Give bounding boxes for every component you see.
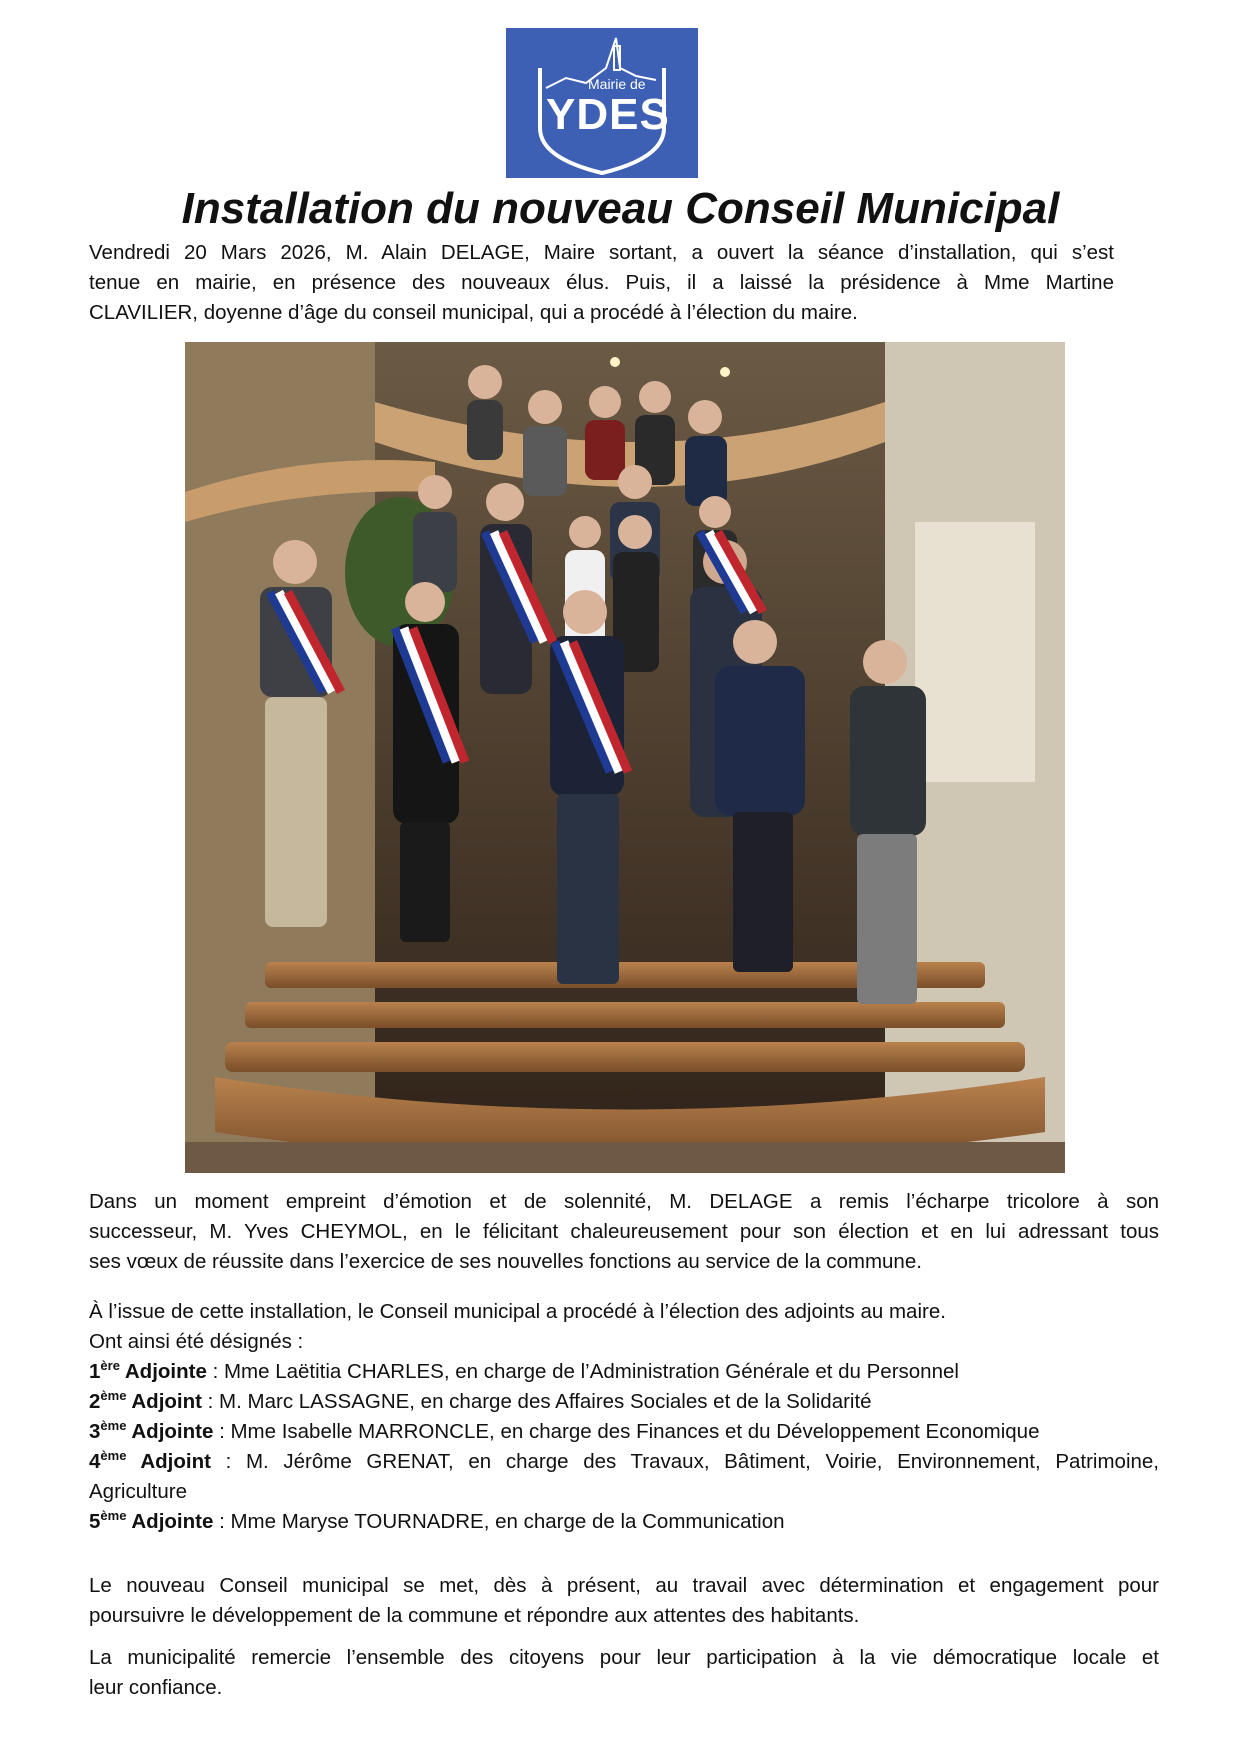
adjoint-item-2 — [89, 1387, 1159, 1417]
emotion-paragraph — [89, 1187, 1159, 1277]
intro-line: tenue en mairie, en présence des nouveaux élus. Puis, il a laissé la présidence à Mme Martine — [89, 271, 1114, 294]
adjoint-item-4-continuation: Agriculture — [89, 1480, 187, 1503]
adjoint-item-5 — [89, 1507, 1159, 1537]
adjoint-role: Adjointe — [131, 1420, 214, 1443]
adjoint-ordinal: ère — [100, 1358, 120, 1374]
emotion-line: ses vœux de réussite dans l’exercice de ses nouvelles fonctions au service de la commune. — [89, 1250, 922, 1273]
thanks-paragraph — [89, 1643, 1159, 1703]
adjoint-number: 1 — [89, 1360, 101, 1383]
adjoint-item-1 — [89, 1357, 1159, 1387]
intro-line: CLAVILIER, doyenne d’âge du conseil municipal, qui a procédé à l’élection du maire. — [89, 301, 858, 324]
adjoint-role: Adjoint — [131, 1390, 202, 1413]
logo-main-text: YDES — [546, 90, 670, 139]
thanks-line: La municipalité remercie l’ensemble des citoyens pour leur participation à la vie démocratique locale et — [89, 1646, 1159, 1669]
emotion-line: successeur, M. Yves CHEYMOL, en le félicitant chaleureusement pour son élection et en lui adressant tous — [89, 1220, 1159, 1243]
thanks-line: leur confiance. — [89, 1676, 223, 1699]
adjoint-number: 4 — [89, 1450, 101, 1473]
work-paragraph — [89, 1571, 1159, 1631]
adjoint-item-4 — [89, 1447, 1159, 1477]
adjoint-ordinal: ème — [100, 1418, 127, 1434]
intro-paragraph — [89, 238, 1114, 328]
adjoint-role: Adjoint — [140, 1450, 211, 1473]
adjoint-number: 3 — [89, 1420, 101, 1443]
emotion-line: Dans un moment empreint d’émotion et de solennité, M. DELAGE a remis l’écharpe tricolore à son — [89, 1190, 1159, 1213]
adjoints-intro-2: Ont ainsi été désignés : — [89, 1330, 304, 1353]
group-photo-illustration — [185, 342, 1065, 1173]
work-line: Le nouveau Conseil municipal se met, dès à présent, au travail avec détermination et engagement pour — [89, 1574, 1159, 1597]
adjoint-number: 2 — [89, 1390, 101, 1413]
adjoint-description: : Mme Isabelle MARRONCLE, en charge des Finances et du Développement Economique — [213, 1420, 1040, 1443]
adjoints-intro: À l’issue de cette installation, le Conseil municipal a procédé à l’élection des adjoints au maire. — [89, 1300, 946, 1323]
page-title: Installation du nouveau Conseil Municipal — [181, 184, 1060, 233]
adjoint-description: : M. Jérôme GRENAT, en charge des Travaux, Bâtiment, Voirie, Environnement, Patrimoine, — [210, 1450, 1159, 1473]
adjoint-description: : Mme Maryse TOURNADRE, en charge de la Communication — [213, 1510, 785, 1533]
intro-line: Vendredi 20 Mars 2026, M. Alain DELAGE, Maire sortant, a ouvert la séance d’installation, qui s’est — [89, 241, 1114, 264]
adjoint-ordinal: ème — [100, 1388, 127, 1404]
adjoints-section — [89, 1297, 1159, 1537]
adjoint-number: 5 — [89, 1510, 101, 1533]
group-photo — [185, 342, 1065, 1173]
adjoint-description: : M. Marc LASSAGNE, en charge des Affaires Sociales et de la Solidarité — [201, 1390, 872, 1413]
mairie-logo — [506, 28, 698, 178]
adjoint-role: Adjointe — [131, 1510, 214, 1533]
adjoint-description: : Mme Laëtitia CHARLES, en charge de l’Administration Générale et du Personnel — [206, 1360, 959, 1383]
adjoint-ordinal: ème — [100, 1508, 127, 1524]
adjoint-item-3 — [89, 1417, 1159, 1447]
adjoint-ordinal: ème — [100, 1448, 127, 1464]
work-line: poursuivre le développement de la commune et répondre aux attentes des habitants. — [89, 1604, 860, 1627]
logo-top-text: Mairie de — [588, 76, 646, 92]
adjoint-role: Adjointe — [124, 1360, 207, 1383]
